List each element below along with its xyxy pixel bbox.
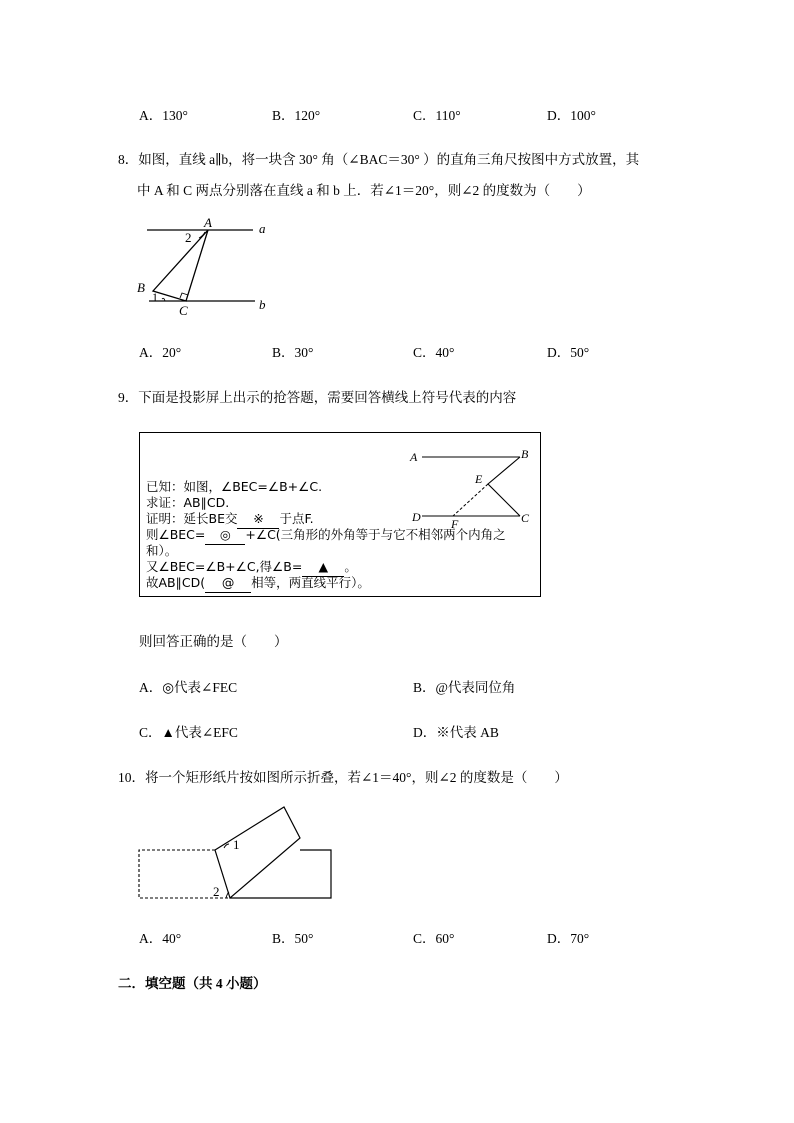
triangle-abc (153, 230, 208, 301)
label-A: A (204, 215, 212, 230)
label-A: A (410, 450, 418, 464)
proof-known: 已知：如图，∠BEC=∠B+∠C. (146, 479, 323, 494)
polyline-bec (488, 457, 520, 516)
q8-option-c: C．40° (413, 345, 455, 360)
q9-option-a: A．◎代表∠FEC (139, 680, 238, 695)
q9-ask: 则回答正确的是（ ） (139, 634, 288, 649)
q10-option-c: C．60° (413, 931, 455, 946)
q7-option-d: D．100° (547, 108, 596, 123)
blank-sym3: ▲ (302, 559, 344, 577)
q8-option-b: B．30° (272, 345, 314, 360)
folded-part (215, 807, 300, 898)
label-B: B (137, 280, 145, 295)
q9-stem: 9．下面是投影屏上出示的抢答题，需要回答横线上符号代表的内容 (118, 390, 517, 405)
q8-option-d: D．50° (547, 345, 590, 360)
q10-option-a: A．40° (139, 931, 182, 946)
q8-stem-line2: 中 A 和 C 两点分别落在直线 a 和 b 上．若∠1＝20°，则∠2 的度数为（ ） (137, 183, 591, 198)
label-C: C (179, 303, 188, 318)
section2-heading: 二．填空题（共 4 小题） (118, 976, 267, 991)
q9-proof-box (139, 432, 541, 597)
blank-sym2: ◎ (205, 527, 245, 545)
proof-line-again: 又∠BEC=∠B+∠C,得∠B= ▲ 。 (146, 559, 357, 577)
remaining-rect (230, 850, 331, 898)
q8-option-a: A．20° (139, 345, 182, 360)
q9-option-b: B．@代表同位角 (413, 680, 516, 695)
label-a: a (259, 221, 266, 236)
label-D: D (412, 510, 421, 524)
q10-stem: 10．将一个矩形纸片按如图所示折叠，若∠1＝40°，则∠2 的度数是（ ） (118, 770, 568, 785)
proof-line-so: 故AB∥CD( @ 相等，两直线平行）。 (146, 575, 370, 593)
q7-option-a: A．130° (139, 108, 188, 123)
q9-option-d: D．※代表 AB (413, 725, 499, 740)
proof-line-then-cont: 和）。 (146, 543, 178, 558)
label-1: 1 (152, 290, 158, 304)
q9-figure (408, 445, 538, 530)
proof-prove: 求证：AB∥CD. (146, 495, 230, 510)
q10-figure (136, 802, 336, 904)
q8-stem-line1: 8．如图，直线 a∥b，将一块含 30° 角（∠BAC＝30° ）的直角三角尺按图中方式放置，其 (118, 152, 640, 167)
label-2: 2 (185, 230, 192, 245)
label-F: F (451, 517, 459, 530)
blank-sym4: @ (205, 575, 251, 593)
label-E: E (475, 472, 483, 486)
q7-option-b: B．120° (272, 108, 321, 123)
q7-option-c: C．110° (413, 108, 461, 123)
blank-sym1: ※ (237, 511, 279, 529)
q9-option-c: C．▲代表∠EFC (139, 725, 238, 740)
label-C: C (521, 511, 530, 525)
label-B: B (521, 447, 529, 461)
proof-line-then: 则∠BEC= ◎ +∠C(三角形的外角等于与它不相邻两个内角之 (146, 527, 506, 545)
label-1: 1 (233, 837, 240, 852)
label-b: b (259, 297, 266, 312)
q10-option-d: D．70° (547, 931, 590, 946)
proof-line-extend: 证明：延长BE交 ※ 于点F. (146, 511, 314, 529)
q10-option-b: B．50° (272, 931, 314, 946)
label-2: 2 (213, 884, 220, 899)
dashed-ef (453, 484, 488, 516)
q8-figure (135, 212, 285, 322)
